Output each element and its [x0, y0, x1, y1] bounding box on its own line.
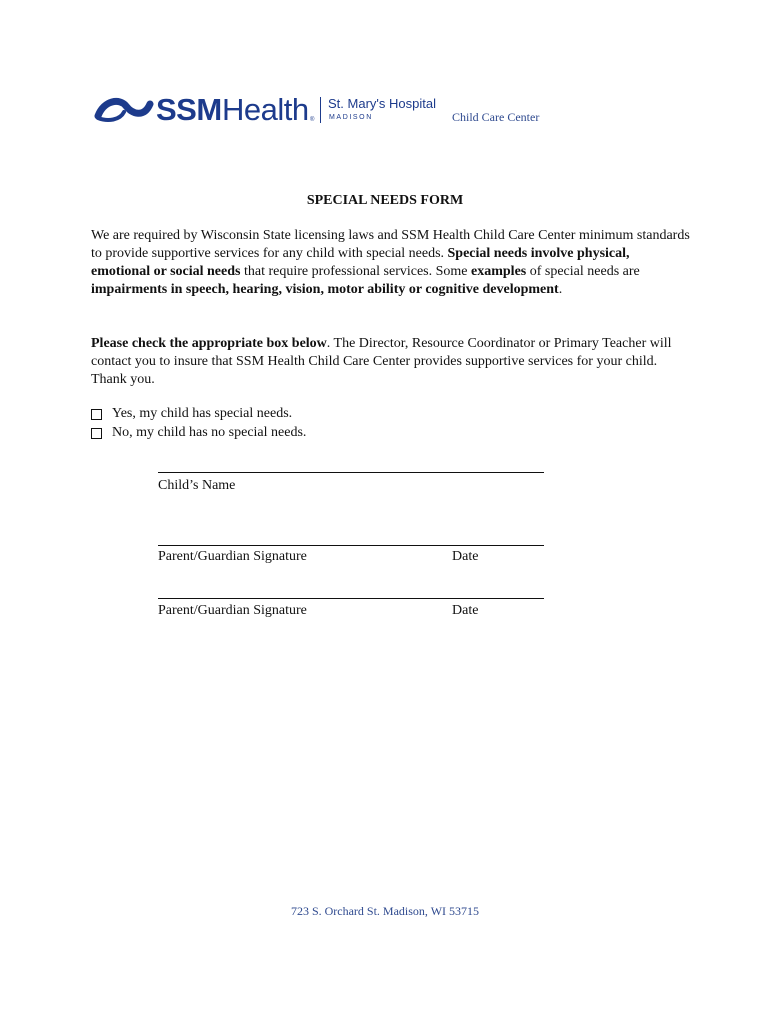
instructions-bold: Please check the appropriate box below: [91, 336, 327, 351]
center-label: Child Care Center: [452, 110, 540, 124]
intro-bold-1: Special needs involve physical, emotional or social needs: [91, 246, 630, 279]
option-no: [91, 424, 306, 442]
intro-text-2: that require professional services. Some: [240, 264, 472, 279]
checkbox-yes[interactable]: [91, 409, 102, 420]
brand-registered-mark: ®: [310, 117, 315, 123]
hospital-city: MADISON: [329, 114, 373, 121]
option-yes: [91, 405, 292, 423]
checkbox-no[interactable]: [91, 428, 102, 439]
footer-address: 723 S. Orchard St. Madison, WI 53715: [290, 904, 480, 918]
intro-text-3: of special needs are: [526, 264, 640, 279]
brand-name-light: Health: [222, 92, 309, 127]
hospital-name: St. Mary's Hospital: [328, 96, 436, 111]
date-label-2: Date: [452, 603, 479, 618]
intro-text-4: .: [558, 282, 563, 297]
logo-divider: [320, 97, 321, 123]
child-name-line[interactable]: [158, 472, 544, 473]
instructions-text: . The Director, Resource Coordinator or Primary Teacher will contact you to insure that SSM Health Child Care Center provides supportive services for your child. Thank you.: [91, 336, 672, 387]
form-title: SPECIAL NEEDS FORM: [306, 193, 464, 208]
signature-label-1: Parent/Guardian Signature: [158, 549, 307, 564]
child-name-label: Child’s Name: [158, 478, 236, 493]
brand-name-bold: SSM: [156, 92, 222, 127]
option-yes-label: Yes, my child has special needs.: [112, 406, 293, 421]
signature-line-2[interactable]: [158, 598, 544, 599]
intro-paragraph: [91, 227, 691, 299]
intro-bold-3: impairments in speech, hearing, vision, motor ability or cognitive development: [91, 282, 559, 297]
option-no-label: No, my child has no special needs.: [112, 425, 307, 440]
date-label-1: Date: [452, 549, 479, 564]
instructions-paragraph: [91, 335, 691, 389]
ssm-logo-mark-icon: [94, 96, 154, 124]
signature-label-2: Parent/Guardian Signature: [158, 603, 307, 618]
intro-text-1: We are required by Wisconsin State licensing laws and SSM Health Child Care Center minimum standards to provide supportive services for any child with special needs.: [91, 228, 690, 261]
intro-bold-2: examples: [471, 264, 527, 279]
signature-line-1[interactable]: [158, 545, 544, 546]
